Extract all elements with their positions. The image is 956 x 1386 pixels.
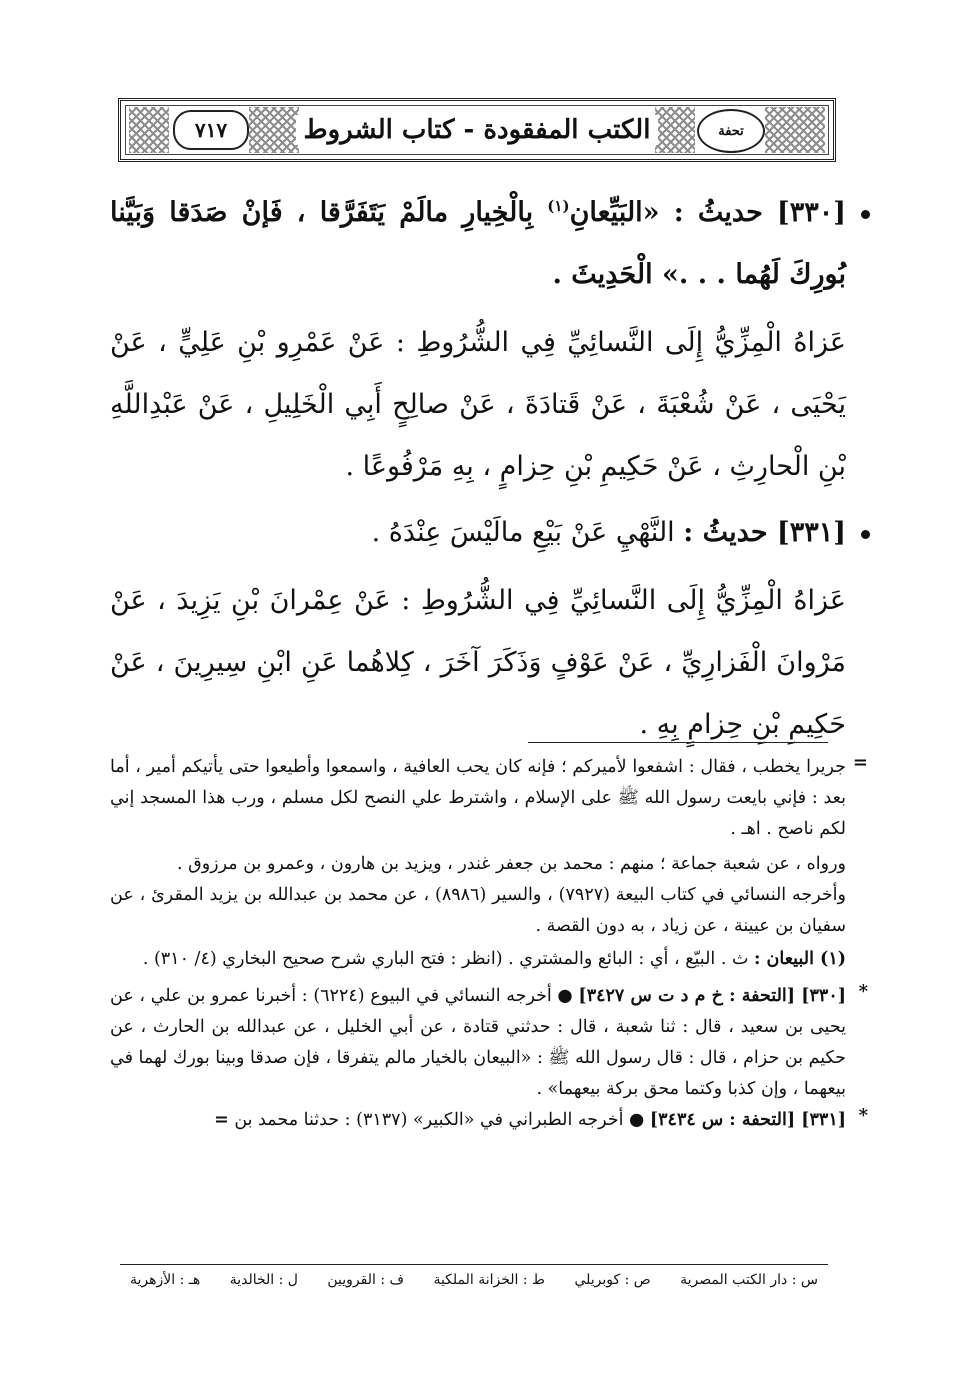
- header-title: الكتب المفقودة - كتاب الشروط: [296, 115, 659, 145]
- footnote-1-label: (١) البيعان :: [754, 949, 846, 969]
- annotation-star-icon: *: [858, 1105, 868, 1126]
- annotation-text: [110, 1105, 846, 1136]
- legend-item: ف : القرويين: [327, 1272, 405, 1288]
- annotation-body: ● أخرجه الطبراني في «الكبير» (٣١٣٧) : حدثنا محمد بن: [234, 1110, 650, 1130]
- hadith-text-line1: بِالْخِيارِ مالَمْ يَتَفَرَّقا ، فَإنْ صَدَقا وَبَيَّنا بُورِكَ: [110, 197, 846, 290]
- footnote-continuation-text: جريرا يخطب ، فقال : اشفعوا لأميركم ؛ فإنه كان يحب العافية ، واسمعوا وأطيعوا حتى يأتيكم أمير ، أما بعد : فإني بايعت رسول الله ﷺ على الإسلام ، واشترط علي النصح لكل مسلم ، ورب هذا المسجد إني لكم ناصح . اهـ .: [110, 757, 846, 839]
- attribution-text: عَزاهُ الْمِزِّيُّ إِلَى النَّسائِيِّ فِي الشُّرُوطِ : عَنْ عَمْرِو بْنِ عَلِيٍّ ، عَنْ يَحْيَى ، عَنْ شُعْبَةَ ، عَنْ قَتادَةَ ، عَنْ صالِحٍ أَبِي الْخَلِيلِ ، عَنْ عَبْدِاللَّهِ بْنِ الْحارِثِ ، عَنْ حَكِيمِ بْنِ حِزامٍ ، بِهِ مَرْفُوعًا .: [110, 327, 846, 482]
- footnote-1: [110, 944, 846, 975]
- footnote-1-text: ث . البيّع ، أي : البائع والمشتري . (انظر : فتح الباري شرح صحيح البخاري (٤/ ٣١٠) .: [142, 949, 754, 969]
- bullet-icon: [861, 530, 870, 539]
- header-ornament-left: [129, 107, 169, 153]
- annotation-star-icon: *: [858, 981, 868, 1002]
- bullet-icon: [861, 210, 870, 219]
- annotation-label: [٣٣١] [التحفة : س ٣٤٣٤]: [649, 1110, 846, 1130]
- footnote-divider: [528, 742, 828, 743]
- attribution-text: عَزاهُ الْمِزِّيُّ إِلَى النَّسائِيِّ فِي الشُّرُوطِ : عَنْ عِمْرانَ بْنِ يَزِيدَ ، عَنْ مَرْوانَ الْفَزارِيِّ ، عَنْ عَوْفٍ وَذَكَرَ آخَرَ ، كِلاهُما عَنِ ابْنِ سِيرِينَ ، عَنْ حَكِيمِ بْنِ حِزامٍ بِهِ .: [110, 585, 846, 740]
- header-ornament-right-inner: [655, 107, 695, 153]
- legend-item: ط : الخزانة الملكية: [433, 1272, 546, 1288]
- footnote-continuation: [110, 752, 868, 845]
- hadith-heading: [٣٣٠] حديثُ : «البَيِّعانِ: [569, 197, 847, 228]
- hadith-heading: [٣٣١] حديثُ :: [683, 517, 846, 548]
- hadith-entry-331: [110, 502, 846, 756]
- footnote-paragraph: وأخرجه النسائي في كتاب البيعة (٧٩٢٧) ، والسير (٨٩٨٦) ، عن محمد بن عبدالله بن يزيد المقرئ ، عن سفيان بن عيينة ، عن زياد ، به دون القصة .: [110, 885, 846, 936]
- manuscript-legend: [130, 1272, 818, 1288]
- hadith-text: [110, 502, 846, 564]
- page-number: ٧١٧: [173, 110, 249, 150]
- legend-item: ل : الخالدية: [229, 1272, 298, 1288]
- footnotes-area: [110, 752, 868, 1136]
- hadith-text-line1: النَّهْيِ عَنْ بَيْعِ مالَيْسَ عِنْدَهُ .: [371, 517, 684, 548]
- annotation-text: [110, 981, 846, 1105]
- legend-divider: [120, 1264, 828, 1265]
- publisher-logo: تحفة: [697, 109, 765, 153]
- header-ornament-right: [765, 107, 825, 153]
- hadith-text-line2: لَهُما . . .» الْحَدِيثَ .: [552, 259, 780, 290]
- annotation-body: ● أخرجه النسائي في البيوع (٦٢٢٤) : أخبرنا عمرو بن علي ، عن يحيى بن سعيد ، قال : ثنا شعبة ، قال : حدثني قتادة ، عن أبي الخليل ، عن عبدالله بن الحارث ، عن حكيم بن حزام ، قال : قال رسول الله ﷺ : «البيعان بالخيار مالم يتفرقا ، فإن صدقا وبينا بورك لهما في بيعهما ، وإن كذبا وكتما محق بركة بيعهما» .: [110, 986, 846, 1099]
- hadith-text: [110, 182, 846, 306]
- legend-item: ص : كوبريلي: [574, 1272, 651, 1288]
- continuation-mark: =: [852, 752, 868, 773]
- legend-item: س : دار الكتب المصرية: [680, 1272, 818, 1288]
- main-text: [110, 182, 846, 756]
- annotation-label: [٣٣٠] [التحفة : خ م د ت س ٣٤٢٧]: [578, 986, 846, 1006]
- legend-item: هـ : الأزهرية: [130, 1272, 201, 1288]
- hadith-entry-330: [110, 182, 846, 498]
- header-ornament-left-inner: [249, 107, 299, 153]
- page-header: [118, 98, 836, 162]
- footnote-paragraph: ورواه ، عن شعبة جماعة ؛ منهم : محمد بن جعفر غندر ، ويزيد بن هارون ، وعمرو بن مرزوق .: [177, 854, 846, 874]
- annotation-331: [110, 1105, 868, 1136]
- annotation-330: [110, 981, 868, 1105]
- continuation-mark: =: [214, 1110, 229, 1130]
- footnote-ref: (١): [547, 197, 570, 215]
